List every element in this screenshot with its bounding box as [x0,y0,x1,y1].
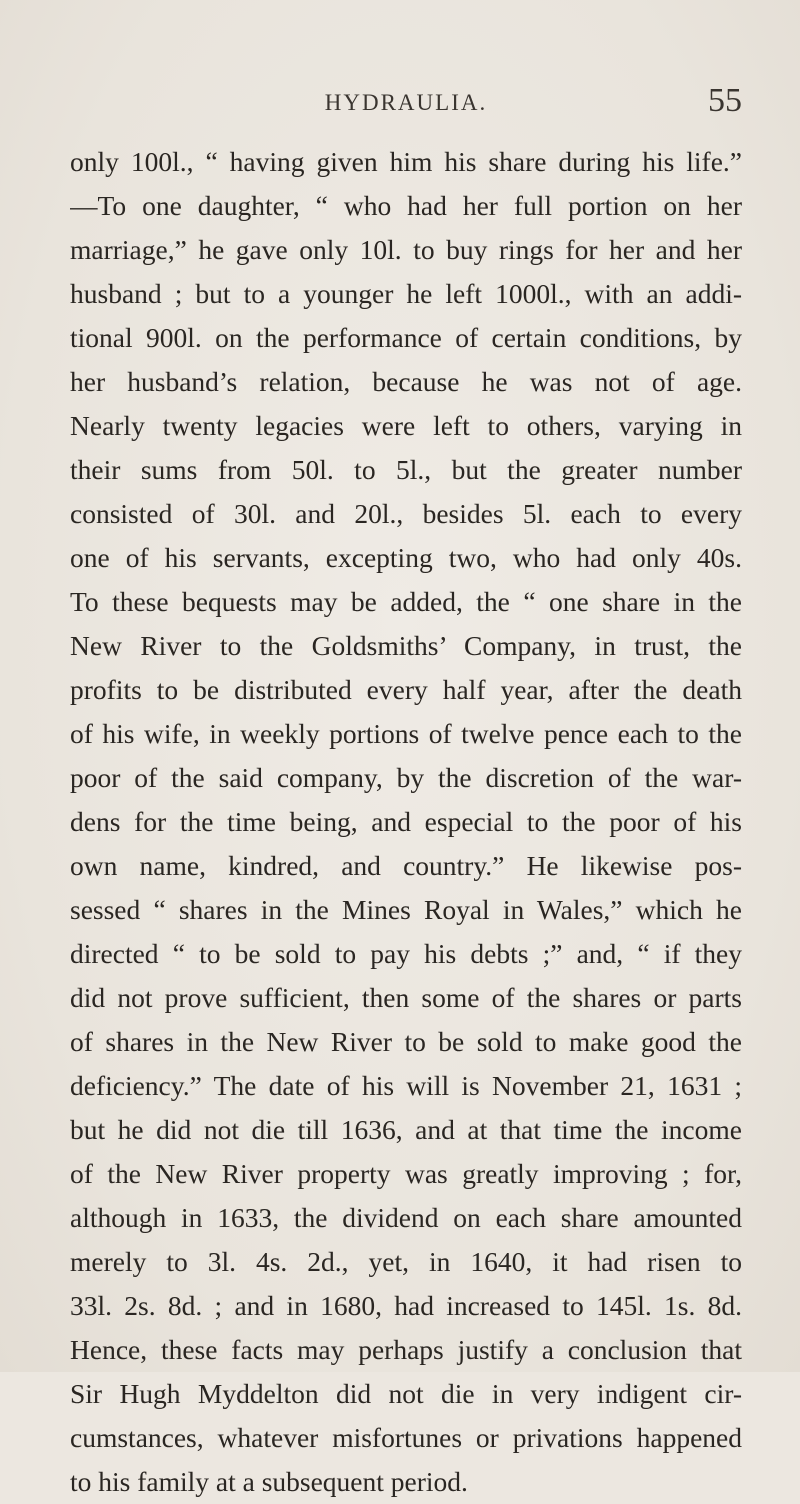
text-line: cumstances, whatever misfortunes or privations happened [70,1422,742,1453]
text-line: poor of the said company, by the discretion of the war- [70,762,742,793]
text-line: Sir Hugh Myddelton did not die in very indigent cir- [70,1378,742,1409]
text-line: tional 900l. on the performance of certain conditions, by [70,322,742,353]
page-number: 55 [708,82,742,119]
running-title: HYDRAULIA. [324,90,488,115]
text-line: 33l. 2s. 8d. ; and in 1680, had increased to 145l. 1s. 8d. [70,1290,742,1321]
body-paragraph [70,140,742,1504]
text-line: directed “ to be sold to pay his debts ;” and, “ if they [70,938,742,969]
text-line: own name, kindred, and country.” He likewise pos- [70,850,742,881]
text-line: To these bequests may be added, the “ one share in the [70,586,742,617]
text-line: of shares in the New River to be sold to make good the [70,1026,742,1057]
text-line: did not prove sufficient, then some of the shares or parts [70,982,742,1013]
text-line: sessed “ shares in the Mines Royal in Wales,” which he [70,894,742,925]
text-line: deficiency.” The date of his will is November 21, 1631 ; [70,1070,742,1101]
text-line: consisted of 30l. and 20l., besides 5l. each to every [70,498,742,529]
text-line: Nearly twenty legacies were left to others, varying in [70,410,742,441]
text-line: husband ; but to a younger he left 1000l., with an addi- [70,278,742,309]
text-line: Hence, these facts may perhaps justify a conclusion that [70,1334,742,1365]
text-line: profits to be distributed every half year, after the death [70,674,742,705]
text-line: their sums from 50l. to 5l., but the greater number [70,454,742,485]
text-line: to his family at a subsequent period. [70,1466,468,1497]
text-line: marriage,” he gave only 10l. to buy rings for her and her [70,234,742,265]
text-line: —To one daughter, “ who had her full portion on her [70,190,742,221]
text-line: merely to 3l. 4s. 2d., yet, in 1640, it had risen to [70,1246,742,1277]
text-line: her husband’s relation, because he was not of age. [70,366,742,397]
running-head [70,82,742,122]
text-line: dens for the time being, and especial to the poor of his [70,806,742,837]
text-line: New River to the Goldsmiths’ Company, in trust, the [70,630,742,661]
text-line: of his wife, in weekly portions of twelve pence each to the [70,718,742,749]
text-line: only 100l., “ having given him his share during his life.” [70,146,742,177]
text-line: one of his servants, excepting two, who had only 40s. [70,542,742,573]
text-line: but he did not die till 1636, and at that time the income [70,1114,742,1145]
text-line: of the New River property was greatly improving ; for, [70,1158,742,1189]
text-line: although in 1633, the dividend on each share amounted [70,1202,742,1233]
